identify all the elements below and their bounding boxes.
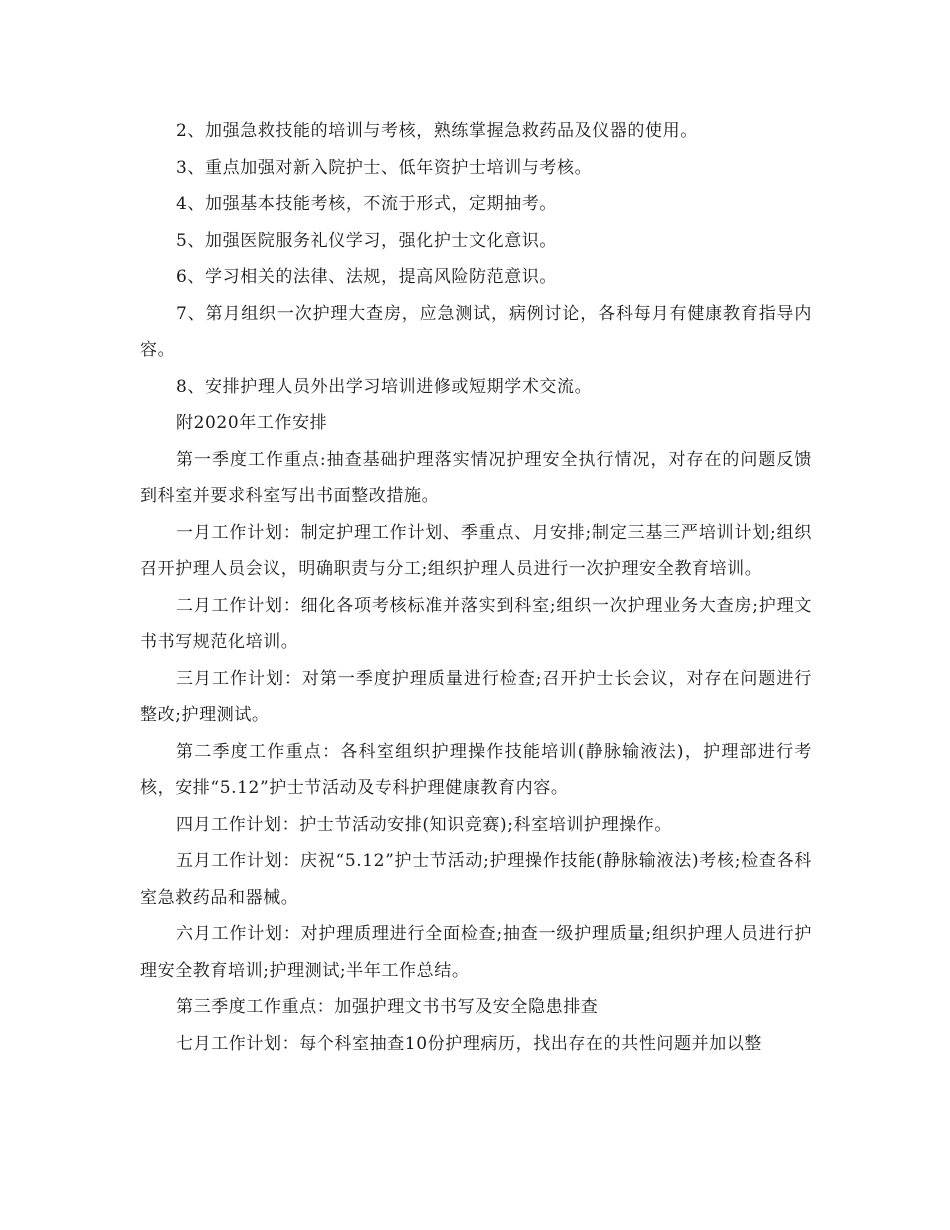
paragraph: 五月工作计划：庆祝“5.12”护士节活动;护理操作技能(静脉输液法)考核;检查各科室急救药品和器械。 <box>140 851 812 908</box>
paragraph: 第二季度工作重点：各科室组织护理操作技能培训(静脉输液法)，护理部进行考核，安排“5.12”护士节活动及专科护理健康教育内容。 <box>140 741 812 798</box>
paragraph: 二月工作计划：细化各项考核标准并落实到科室;组织一次护理业务大查房;护理文书书写规范化培训。 <box>140 595 812 652</box>
paragraph: 4、加强基本技能考核，不流于形式，定期抽考。 <box>176 194 558 214</box>
paragraph: 8、安排护理人员外出学习培训进修或短期学术交流。 <box>176 376 593 397</box>
paragraph: 六月工作计划：对护理质理进行全面检查;抽查一级护理质量;组织护理人员进行护理安全教育培训;护理测试;半年工作总结。 <box>140 924 812 981</box>
paragraph: 四月工作计划：护士节活动安排(知识竞赛);科室培训护理操作。 <box>176 814 672 835</box>
section-heading: 附2020年工作安排 <box>176 413 328 433</box>
paragraph: 一月工作计划：制定护理工作计划、季重点、月安排;制定三基三严培训计划;组织召开护理人员会议，明确职责与分工;组织护理人员进行一次护理安全教育培训。 <box>140 522 812 579</box>
paragraph: 七月工作计划：每个科室抽查10份护理病历，找出存在的共性问题并加以整 <box>176 1033 763 1054</box>
document-body <box>140 113 812 1062</box>
paragraph: 3、重点加强对新入院护士、低年资护士培训与考核。 <box>176 157 593 178</box>
paragraph: 第三季度工作重点：加强护理文书书写及安全隐患排查 <box>176 997 599 1017</box>
paragraph: 三月工作计划：对第一季度护理质量进行检查;召开护士长会议，对存在问题进行整改;护理测试。 <box>140 668 812 725</box>
paragraph: 5、加强医院服务礼仪学习，强化护士文化意识。 <box>176 230 558 251</box>
paragraph: 6、学习相关的法律、法规，提高风险防范意识。 <box>176 267 558 287</box>
paragraph: 第一季度工作重点:抽查基础护理落实情况护理安全执行情况，对存在的问题反馈到科室并要求科室写出书面整改措施。 <box>140 449 812 506</box>
paragraph: 7、第月组织一次护理大查房，应急测试，病例讨论，各科每月有健康教育指导内容。 <box>140 303 812 360</box>
paragraph: 2、加强急救技能的培训与考核，熟练掌握急救药品及仪器的使用。 <box>176 121 698 141</box>
